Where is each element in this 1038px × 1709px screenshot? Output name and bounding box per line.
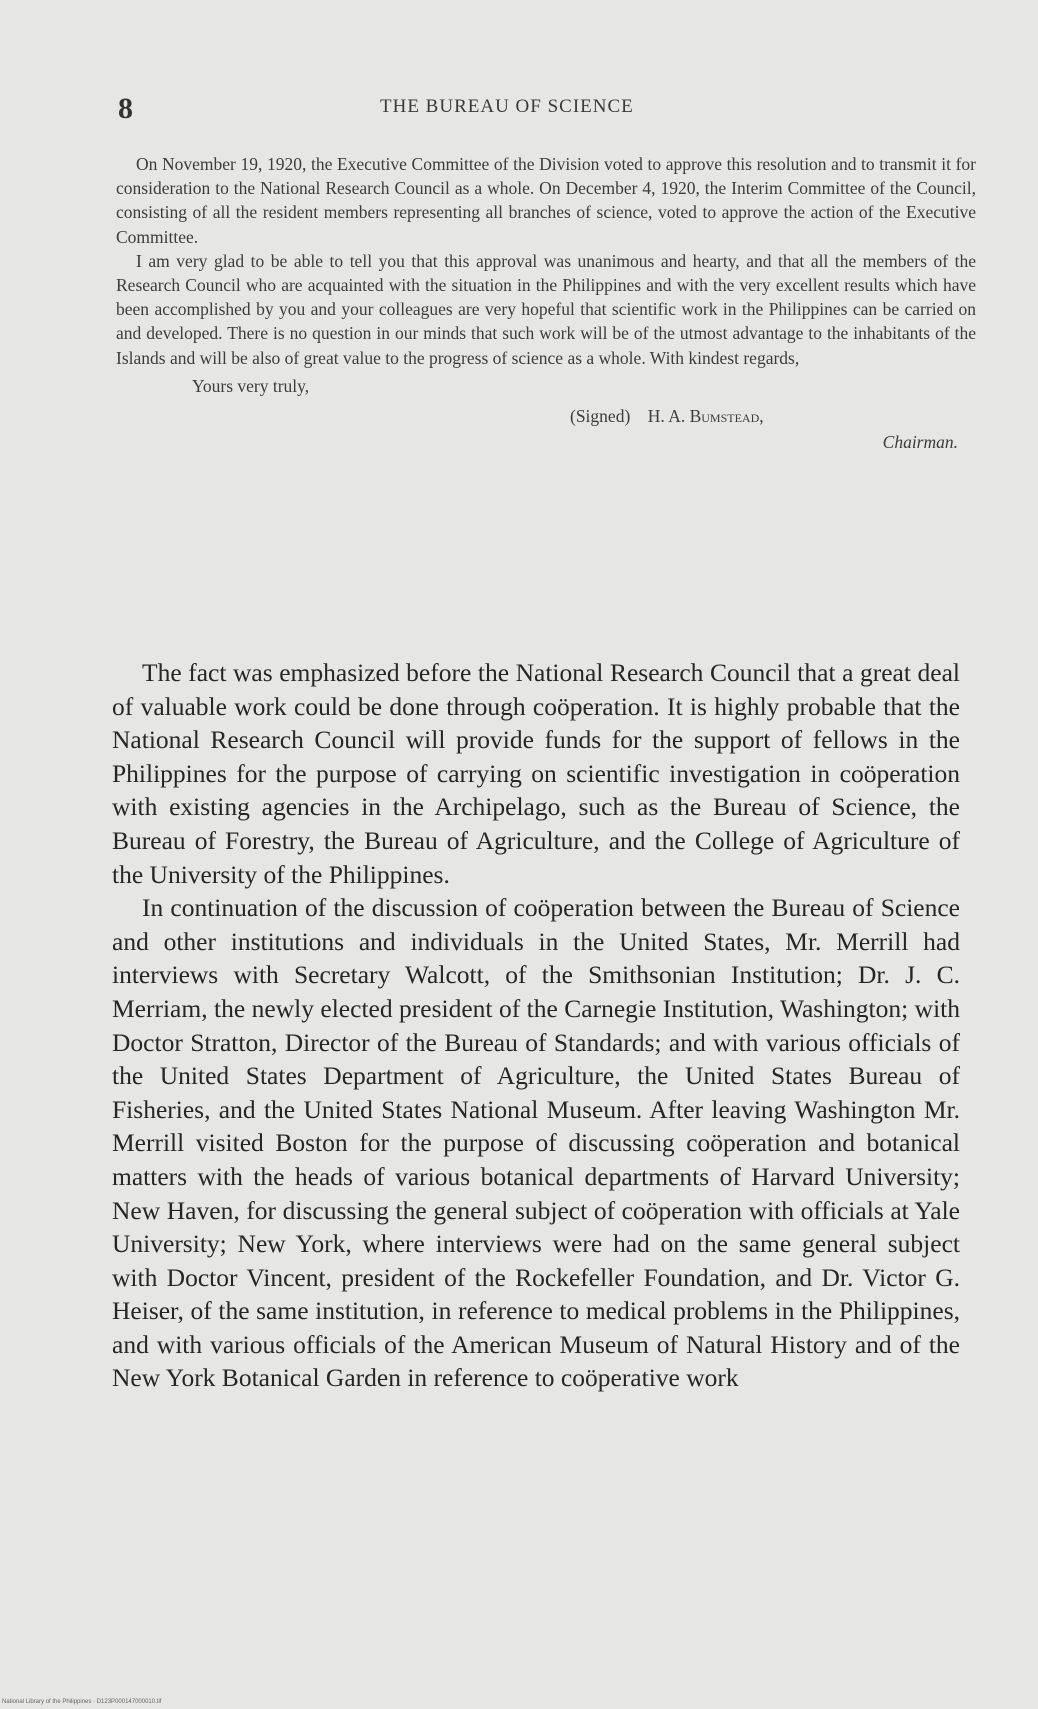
running-title: THE BUREAU OF SCIENCE [380, 96, 634, 117]
main-text [112, 656, 960, 1395]
page-number: 8 [118, 92, 133, 125]
signed-prefix: (Signed) [570, 406, 631, 427]
running-head [118, 92, 958, 128]
letter-closing: Yours very truly, [192, 375, 310, 396]
signature-block [116, 404, 976, 454]
signer-name: H. A. Bumstead, [647, 406, 764, 427]
body-paragraph: In continuation of the discussion of coöperation between the Bureau of Science and other institutions and individuals in the United States, Mr. Merrill had interviews with Secretary Walcott, of the Smithsonian Institution; Dr. J. C. Merriam, the newly elected president of the Carnegie Institution, Washington; with Doctor Stratton, Director of the Bureau of Standards; and with various officials of the United States Department of Agriculture, the United States Bureau of Fisheries, and the United States National Museum. After leaving Washington Mr. Merrill visited Boston for the purpose of discussing coöperation and botanical matters with the heads of various botanical departments of Harvard University; New Haven, for discussing the general subject of coöperation with officials at Yale University; New York, where interviews were had on the same general subject with Doctor Vincent, president of the Rockefeller Foundation, and Dr. Victor G. Heiser, of the same institution, in reference to medical problems in the Philippines, and with various officials of the American Museum of Natural History and of the New York Botanical Garden in reference to coöperative work [112, 893, 960, 1393]
letter-paragraph: I am very glad to be able to tell you that this approval was unanimous and hearty, and that all the members of the Research Council who are acquainted with the situation in the Philippines and with the very excellent results which have been accomplished by you and your colleagues are very hopeful that scientific work in the Philippines can be carried on and developed. There is no question in our minds that such work will be of the utmost advantage to the inhabitants of the Islands and will be also of great value to the progress of science as a whole. With kindest regards, [116, 250, 976, 368]
scan-credit: National Library of the Philippines · D123P000147000010.tif [2, 1699, 162, 1705]
quoted-letter [116, 152, 976, 454]
signer-title: Chairman. [882, 432, 958, 453]
letter-paragraph: On November 19, 1920, the Executive Committee of the Division voted to approve this resolution and to transmit it for consideration to the National Research Council as a whole. On December 4, 1920, the Interim Committee of the Council, consisting of all the resident members representing all branches of science, voted to approve the action of the Executive Committee. [116, 154, 976, 247]
body-paragraph: The fact was emphasized before the National Research Council that a great deal of valuable work could be done through coöperation. It is highly probable that the National Research Council will provide funds for the support of fellows in the Philippines for the purpose of carrying on scientific investigation in coöperation with existing agencies in the Archipelago, such as the Bureau of Science, the Bureau of Forestry, the Bureau of Agriculture, and the College of Agriculture of the University of the Philippines. [112, 658, 960, 889]
